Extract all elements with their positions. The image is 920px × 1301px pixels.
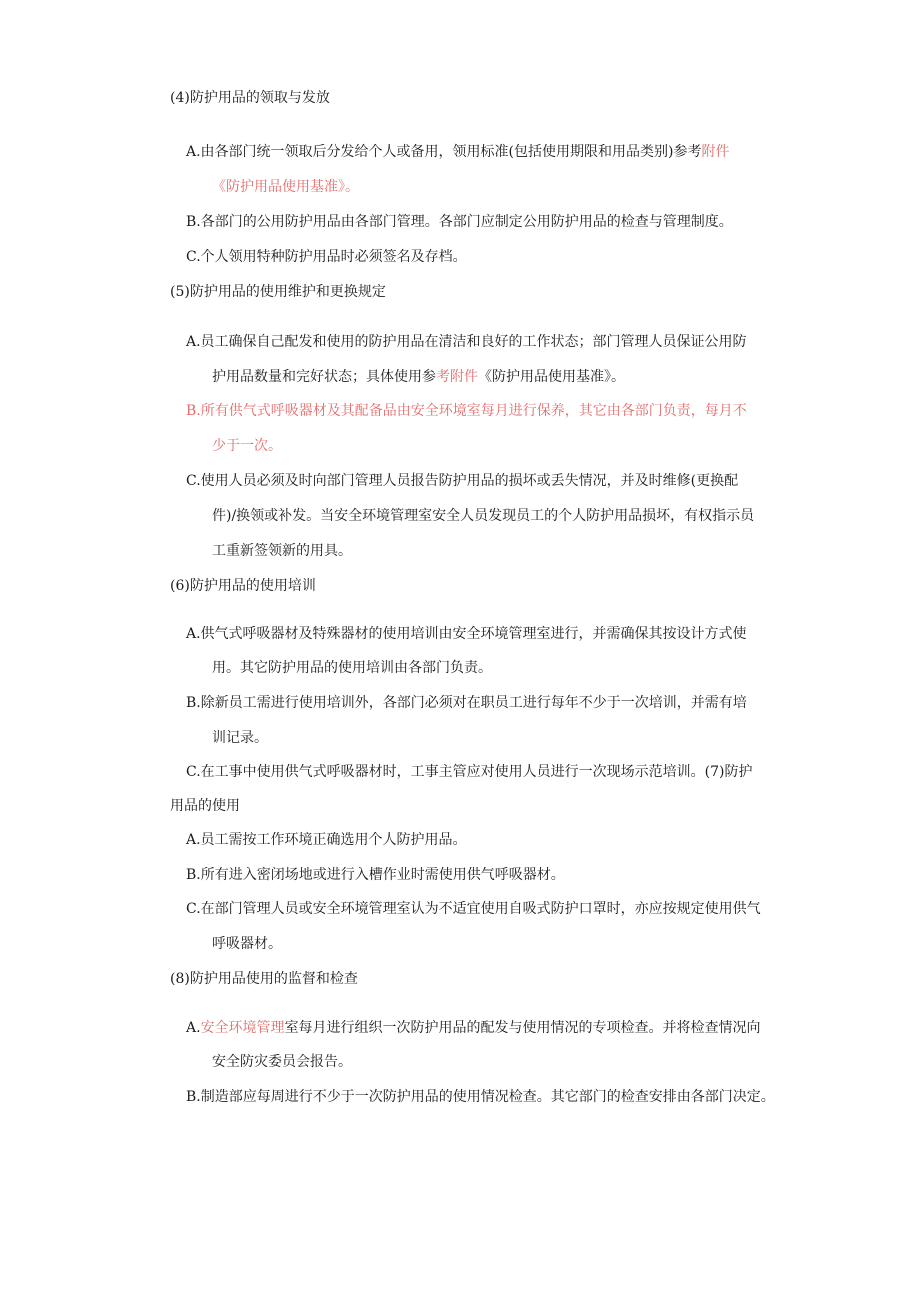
department-reference: 安全环境管理: [200, 1020, 285, 1036]
section-6-item-a-line-2: 用。其它防护用品的使用培训由各部门负责。: [212, 660, 492, 676]
section-7-item-c-line-1: C.在部门管理人员或安全环境管理室认为不适宜使用自吸式防护口罩时，亦应按规定使用供气: [186, 901, 761, 917]
section-8-heading: (8)防护用品使用的监督和检查: [170, 971, 358, 987]
section-4-item-a-line-1: A.由各部门统一领取后分发给个人或备用，领用标准(包括使用期限和用品类别)参考附件: [186, 144, 730, 160]
section-5-item-c-line-2: 件)/换领或补发。当安全环境管理室安全人员发现员工的个人防护用品损坏，有权指示员: [212, 508, 755, 524]
section-4-heading: (4)防护用品的领取与发放: [170, 90, 330, 106]
section-5-item-b-line-2: 少于一次。: [212, 438, 282, 454]
section-6-item-b-line-1: B.除新员工需进行使用培训外，各部门必须对在职员工进行每年不少于一次培训，并需有培: [186, 695, 747, 711]
section-6-item-c-line-2: 用品的使用: [170, 798, 240, 814]
section-4-item-c: C.个人领用特种防护用品时必须签名及存档。: [186, 249, 467, 265]
section-5-heading: (5)防护用品的使用维护和更换规定: [170, 284, 386, 300]
section-4-item-a-line-2: 《防护用品使用基准》。: [212, 179, 359, 195]
section-4-item-b: B.各部门的公用防护用品由各部门管理。各部门应制定公用防护用品的检查与管理制度。: [186, 214, 733, 230]
section-7-item-a: A.员工需按工作环境正确选用个人防护用品。: [186, 832, 467, 848]
section-6-item-a-line-1: A.供气式呼吸器材及特殊器材的使用培训由安全环境管理室进行，并需确保其按设计方式使: [186, 626, 747, 642]
section-6-item-b-line-2: 训记录。: [212, 730, 268, 746]
section-8-item-a-line-1: A.安全环境管理室每月进行组织一次防护用品的配发与使用情况的专项检查。并将检查情况向: [186, 1020, 761, 1036]
attachment-reference: 考附件: [436, 369, 478, 385]
section-5-item-b-line-1: B.所有供气式呼吸器材及其配备品由安全环境室每月进行保养，其它由各部门负责，每月不: [186, 403, 747, 419]
section-5-item-c-line-3: 工重新签领新的用具。: [212, 543, 352, 559]
section-5-item-a-line-2: 护用品数量和完好状态；具体使用参考附件《防护用品使用基准》。: [212, 369, 625, 385]
section-7-item-b: B.所有进入密闭场地或进行入槽作业时需使用供气呼吸器材。: [186, 867, 565, 883]
attachment-reference: 附件: [701, 144, 730, 160]
section-8-item-b: B.制造部应每周进行不少于一次防护用品的使用情况检查。其它部门的检查安排由各部门决定。: [186, 1089, 775, 1105]
section-8-item-a-line-2: 安全防灾委员会报告。: [212, 1054, 352, 1070]
section-6-heading: (6)防护用品的使用培训: [170, 578, 316, 594]
section-7-item-c-line-2: 呼吸器材。: [212, 936, 282, 952]
section-5-item-a-line-1: A.员工确保自己配发和使用的防护用品在清洁和良好的工作状态；部门管理人员保证公用防: [186, 334, 747, 350]
section-6-item-c-line-1: C.在工事中使用供气式呼吸器材时，工事主管应对使用人员进行一次现场示范培训。(7)防护: [186, 764, 753, 780]
section-5-item-c-line-1: C.使用人员必须及时向部门管理人员报告防护用品的损坏或丢失情况，并及时维修(更换配: [186, 473, 739, 489]
